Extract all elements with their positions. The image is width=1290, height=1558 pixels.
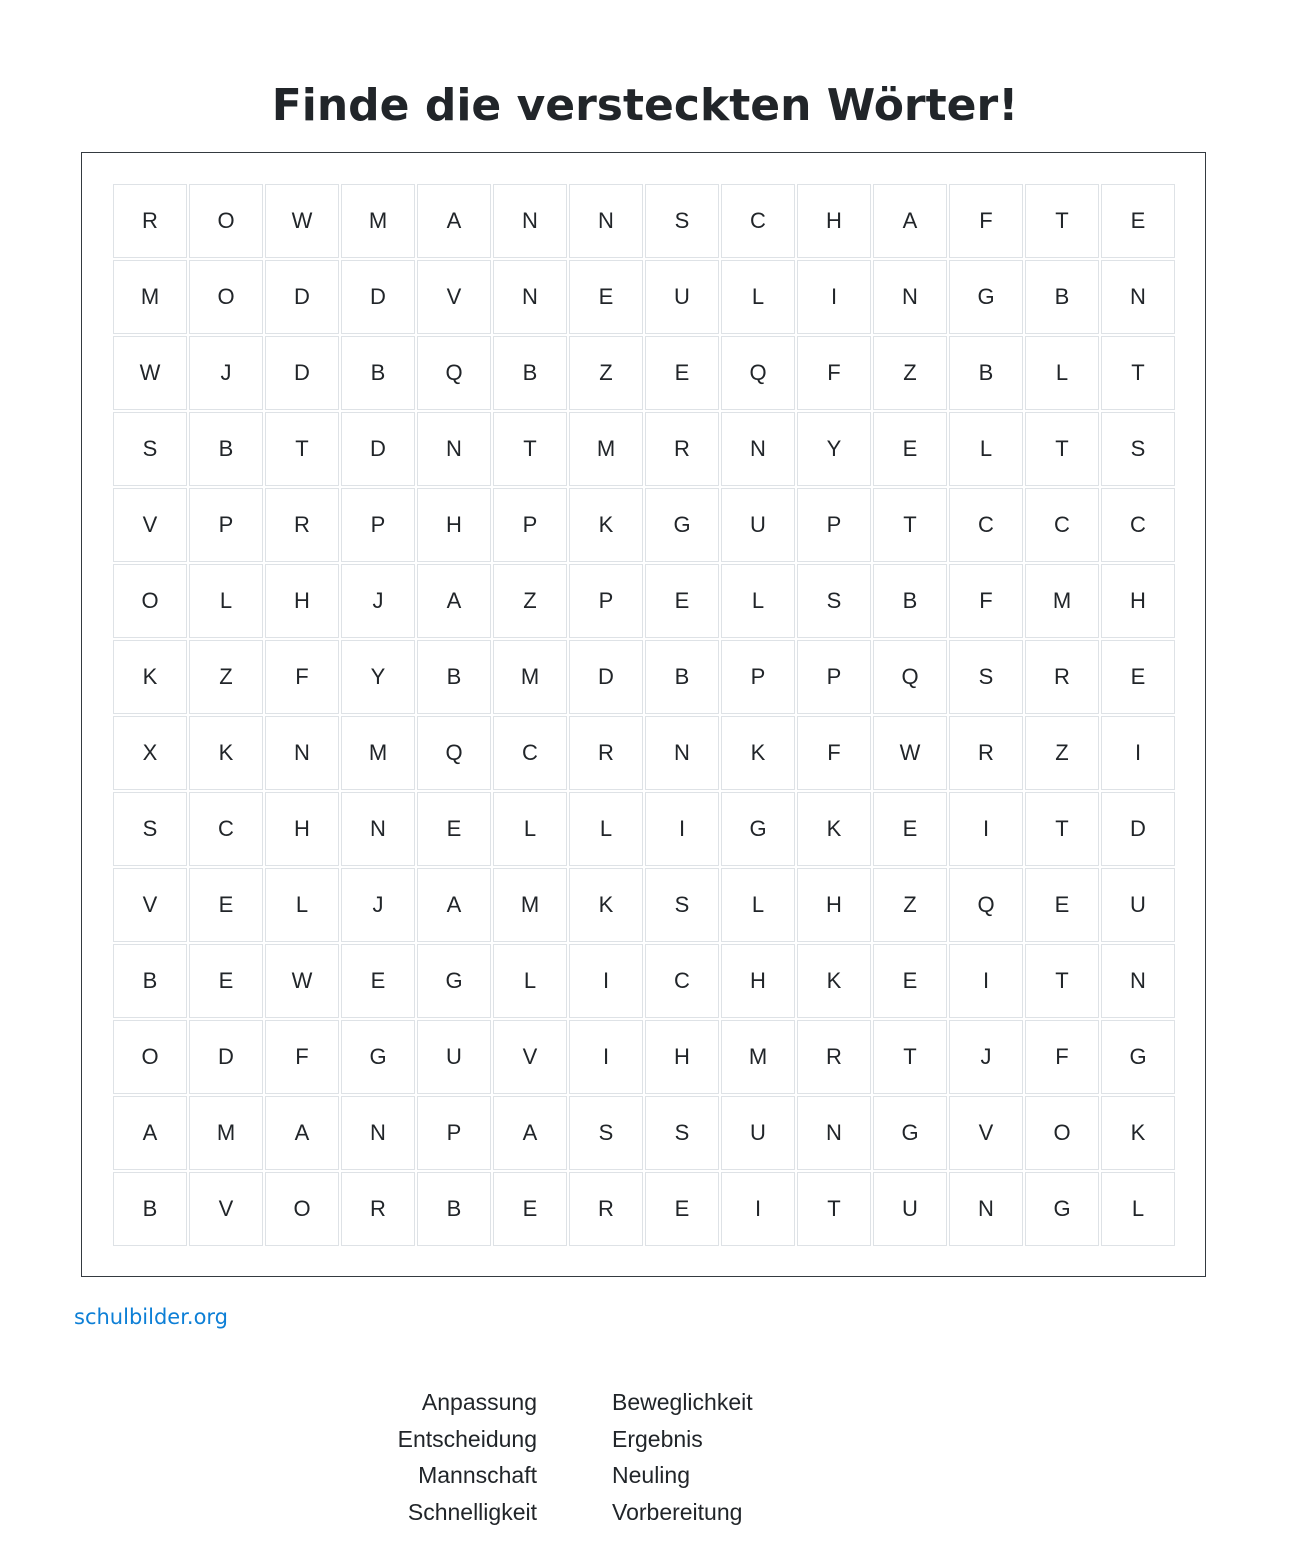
grid-cell[interactable]: I: [721, 1172, 795, 1246]
grid-cell[interactable]: S: [113, 412, 187, 486]
word-list-item: Schnelligkeit: [407, 1498, 537, 1525]
grid-cell[interactable]: G: [873, 1096, 947, 1170]
grid-cell[interactable]: E: [493, 1172, 567, 1246]
grid-cell[interactable]: G: [1025, 1172, 1099, 1246]
grid-cell[interactable]: B: [873, 564, 947, 638]
grid-cell[interactable]: T: [1025, 184, 1099, 258]
grid-cell[interactable]: X: [113, 716, 187, 790]
grid-cell[interactable]: A: [493, 1096, 567, 1170]
grid-cell[interactable]: P: [417, 1096, 491, 1170]
page-title: Finde die versteckten Wörter!: [271, 80, 1019, 131]
grid-cell[interactable]: M: [1025, 564, 1099, 638]
word-list-left-column: [398, 1384, 537, 1530]
grid-cell[interactable]: H: [797, 868, 871, 942]
grid-cell[interactable]: B: [417, 640, 491, 714]
grid-cell[interactable]: Z: [873, 336, 947, 410]
grid-cell[interactable]: V: [493, 1020, 567, 1094]
grid-cell[interactable]: J: [341, 868, 415, 942]
grid-cell[interactable]: F: [797, 716, 871, 790]
grid-cell[interactable]: D: [189, 1020, 263, 1094]
grid-cell[interactable]: K: [797, 792, 871, 866]
grid-cell[interactable]: A: [417, 184, 491, 258]
grid-cell[interactable]: R: [645, 412, 719, 486]
grid-cell[interactable]: V: [417, 260, 491, 334]
grid-cell[interactable]: M: [341, 716, 415, 790]
grid-cell[interactable]: L: [265, 868, 339, 942]
grid-cell[interactable]: M: [189, 1096, 263, 1170]
grid-cell[interactable]: N: [949, 1172, 1023, 1246]
grid-cell[interactable]: S: [113, 792, 187, 866]
grid-cell[interactable]: C: [1101, 488, 1175, 562]
grid-cell[interactable]: W: [265, 184, 339, 258]
grid-cell[interactable]: H: [417, 488, 491, 562]
grid-cell[interactable]: U: [721, 1096, 795, 1170]
grid-cell[interactable]: B: [417, 1172, 491, 1246]
grid-cell[interactable]: D: [341, 260, 415, 334]
word-list-item: Entscheidung: [397, 1425, 537, 1452]
grid-cell[interactable]: A: [417, 868, 491, 942]
grid-cell[interactable]: N: [493, 260, 567, 334]
grid-cell[interactable]: Q: [873, 640, 947, 714]
grid-cell[interactable]: M: [569, 412, 643, 486]
grid-cell[interactable]: J: [949, 1020, 1023, 1094]
grid-cell[interactable]: I: [569, 1020, 643, 1094]
grid-cell[interactable]: B: [113, 1172, 187, 1246]
grid-cell[interactable]: U: [417, 1020, 491, 1094]
grid-cell[interactable]: R: [1025, 640, 1099, 714]
grid-cell[interactable]: K: [721, 716, 795, 790]
grid-cell[interactable]: L: [493, 792, 567, 866]
grid-cell[interactable]: E: [1101, 184, 1175, 258]
grid-cell[interactable]: Z: [873, 868, 947, 942]
grid-cell[interactable]: K: [113, 640, 187, 714]
grid-cell[interactable]: R: [569, 1172, 643, 1246]
grid-cell[interactable]: E: [189, 868, 263, 942]
grid-cell[interactable]: V: [189, 1172, 263, 1246]
grid-cell[interactable]: E: [645, 564, 719, 638]
grid-cell[interactable]: E: [189, 944, 263, 1018]
grid-cell[interactable]: B: [113, 944, 187, 1018]
grid-cell[interactable]: O: [113, 1020, 187, 1094]
grid-cell[interactable]: S: [949, 640, 1023, 714]
grid-cell[interactable]: L: [721, 260, 795, 334]
grid-cell[interactable]: B: [493, 336, 567, 410]
grid-cell[interactable]: G: [341, 1020, 415, 1094]
grid-cell[interactable]: U: [645, 260, 719, 334]
grid-cell[interactable]: L: [189, 564, 263, 638]
grid-cell[interactable]: S: [797, 564, 871, 638]
grid-cell[interactable]: N: [645, 716, 719, 790]
grid-cell[interactable]: K: [569, 488, 643, 562]
grid-cell[interactable]: N: [569, 184, 643, 258]
site-link[interactable]: schulbilder.org: [74, 1305, 229, 1329]
word-list-item: Anpassung: [421, 1389, 537, 1415]
grid-cell[interactable]: N: [265, 716, 339, 790]
grid-cell[interactable]: G: [721, 792, 795, 866]
grid-cell[interactable]: P: [721, 640, 795, 714]
grid-cell[interactable]: O: [265, 1172, 339, 1246]
grid-cell[interactable]: N: [797, 1096, 871, 1170]
grid-cell[interactable]: H: [1101, 564, 1175, 638]
grid-cell[interactable]: R: [265, 488, 339, 562]
grid-cell[interactable]: Z: [1025, 716, 1099, 790]
word-list-item: Beweglichkeit: [612, 1389, 753, 1415]
grid-cell[interactable]: Y: [797, 412, 871, 486]
grid-cell[interactable]: E: [873, 792, 947, 866]
grid-cell[interactable]: T: [1025, 792, 1099, 866]
grid-cell[interactable]: V: [949, 1096, 1023, 1170]
grid-cell[interactable]: F: [265, 640, 339, 714]
grid-cell[interactable]: K: [1101, 1096, 1175, 1170]
grid-cell[interactable]: D: [265, 336, 339, 410]
grid-cell[interactable]: I: [1101, 716, 1175, 790]
grid-cell[interactable]: Q: [417, 716, 491, 790]
grid-cell[interactable]: V: [113, 488, 187, 562]
grid-cell[interactable]: G: [1101, 1020, 1175, 1094]
grid-cell[interactable]: I: [949, 792, 1023, 866]
grid-cell[interactable]: C: [1025, 488, 1099, 562]
grid-cell[interactable]: I: [569, 944, 643, 1018]
grid-cell[interactable]: E: [1025, 868, 1099, 942]
grid-cell[interactable]: R: [569, 716, 643, 790]
grid-cell[interactable]: H: [797, 184, 871, 258]
grid-cell[interactable]: D: [1101, 792, 1175, 866]
grid-cell[interactable]: H: [645, 1020, 719, 1094]
grid-cell[interactable]: Q: [949, 868, 1023, 942]
grid-cell[interactable]: G: [417, 944, 491, 1018]
grid-cell[interactable]: G: [645, 488, 719, 562]
grid-cell[interactable]: P: [493, 488, 567, 562]
grid-cell[interactable]: T: [1025, 944, 1099, 1018]
grid-cell[interactable]: T: [493, 412, 567, 486]
grid-cell[interactable]: N: [1101, 260, 1175, 334]
grid-cell[interactable]: Y: [341, 640, 415, 714]
grid-cell[interactable]: J: [189, 336, 263, 410]
grid-cell[interactable]: T: [265, 412, 339, 486]
grid-cell[interactable]: B: [189, 412, 263, 486]
grid-cell[interactable]: H: [265, 792, 339, 866]
grid-cell[interactable]: D: [569, 640, 643, 714]
grid-cell[interactable]: R: [341, 1172, 415, 1246]
grid-cell[interactable]: L: [949, 412, 1023, 486]
grid-cell[interactable]: A: [417, 564, 491, 638]
grid-cell[interactable]: D: [265, 260, 339, 334]
grid-cell[interactable]: F: [949, 564, 1023, 638]
grid-cell[interactable]: T: [873, 1020, 947, 1094]
grid-cell[interactable]: K: [189, 716, 263, 790]
grid-cell[interactable]: C: [189, 792, 263, 866]
grid-cell[interactable]: W: [873, 716, 947, 790]
grid-cell[interactable]: M: [493, 868, 567, 942]
grid-cell[interactable]: Q: [417, 336, 491, 410]
grid-cell[interactable]: C: [949, 488, 1023, 562]
grid-cell[interactable]: Z: [569, 336, 643, 410]
grid-cell[interactable]: L: [493, 944, 567, 1018]
grid-cell[interactable]: M: [113, 260, 187, 334]
grid-cell[interactable]: Q: [721, 336, 795, 410]
grid-cell[interactable]: R: [949, 716, 1023, 790]
grid-cell[interactable]: K: [797, 944, 871, 1018]
grid-cell[interactable]: O: [1025, 1096, 1099, 1170]
grid-cell[interactable]: V: [113, 868, 187, 942]
grid-cell[interactable]: T: [1101, 336, 1175, 410]
grid-cell[interactable]: S: [569, 1096, 643, 1170]
word-list-item: Neuling: [612, 1462, 690, 1488]
grid-cell[interactable]: P: [341, 488, 415, 562]
grid-cell[interactable]: N: [1101, 944, 1175, 1018]
word-list-right-column: [612, 1384, 753, 1530]
grid-cell[interactable]: P: [189, 488, 263, 562]
grid-cell[interactable]: L: [569, 792, 643, 866]
grid-cell[interactable]: E: [1101, 640, 1175, 714]
grid-cell[interactable]: M: [721, 1020, 795, 1094]
grid-cell[interactable]: O: [189, 184, 263, 258]
grid-cell[interactable]: E: [645, 336, 719, 410]
grid-cell[interactable]: W: [265, 944, 339, 1018]
grid-cell[interactable]: E: [569, 260, 643, 334]
grid-cell[interactable]: L: [721, 564, 795, 638]
grid-cell[interactable]: P: [797, 488, 871, 562]
grid-cell[interactable]: F: [797, 336, 871, 410]
grid-cell[interactable]: H: [265, 564, 339, 638]
grid-cell[interactable]: S: [1101, 412, 1175, 486]
grid-cell[interactable]: M: [341, 184, 415, 258]
grid-cell[interactable]: A: [873, 184, 947, 258]
grid-cell[interactable]: P: [797, 640, 871, 714]
grid-cell[interactable]: A: [265, 1096, 339, 1170]
grid-cell[interactable]: J: [341, 564, 415, 638]
grid-cell[interactable]: D: [341, 412, 415, 486]
word-list-item: Vorbereitung: [612, 1498, 743, 1525]
grid-cell[interactable]: H: [721, 944, 795, 1018]
grid-cell[interactable]: Z: [189, 640, 263, 714]
grid-cell[interactable]: R: [797, 1020, 871, 1094]
grid-cell[interactable]: N: [721, 412, 795, 486]
grid-cell[interactable]: S: [645, 1096, 719, 1170]
grid-cell[interactable]: C: [645, 944, 719, 1018]
word-search-grid: [113, 184, 1175, 1246]
grid-cell[interactable]: M: [493, 640, 567, 714]
grid-cell[interactable]: N: [341, 1096, 415, 1170]
grid-cell[interactable]: B: [645, 640, 719, 714]
grid-cell[interactable]: T: [797, 1172, 871, 1246]
grid-cell[interactable]: N: [417, 412, 491, 486]
grid-cell[interactable]: F: [265, 1020, 339, 1094]
grid-cell[interactable]: L: [721, 868, 795, 942]
grid-cell[interactable]: F: [1025, 1020, 1099, 1094]
grid-cell[interactable]: E: [645, 1172, 719, 1246]
grid-cell[interactable]: S: [645, 868, 719, 942]
grid-cell[interactable]: E: [341, 944, 415, 1018]
grid-cell[interactable]: K: [569, 868, 643, 942]
grid-cell[interactable]: A: [113, 1096, 187, 1170]
grid-cell[interactable]: B: [1025, 260, 1099, 334]
grid-cell[interactable]: U: [873, 1172, 947, 1246]
grid-cell[interactable]: O: [189, 260, 263, 334]
grid-cell[interactable]: P: [569, 564, 643, 638]
grid-cell[interactable]: C: [721, 184, 795, 258]
grid-cell[interactable]: T: [1025, 412, 1099, 486]
grid-cell[interactable]: T: [873, 488, 947, 562]
grid-cell[interactable]: B: [949, 336, 1023, 410]
grid-cell[interactable]: I: [645, 792, 719, 866]
grid-cell[interactable]: E: [873, 944, 947, 1018]
grid-cell[interactable]: E: [873, 412, 947, 486]
grid-cell[interactable]: I: [797, 260, 871, 334]
grid-cell[interactable]: L: [1025, 336, 1099, 410]
grid-cell[interactable]: U: [721, 488, 795, 562]
grid-cell[interactable]: E: [417, 792, 491, 866]
grid-cell[interactable]: C: [493, 716, 567, 790]
grid-cell[interactable]: F: [949, 184, 1023, 258]
grid-cell[interactable]: U: [1101, 868, 1175, 942]
grid-cell[interactable]: B: [341, 336, 415, 410]
word-search-frame: [81, 152, 1206, 1277]
grid-cell[interactable]: G: [949, 260, 1023, 334]
grid-cell[interactable]: R: [113, 184, 187, 258]
grid-cell[interactable]: Z: [493, 564, 567, 638]
grid-cell[interactable]: N: [493, 184, 567, 258]
grid-cell[interactable]: N: [341, 792, 415, 866]
grid-cell[interactable]: N: [873, 260, 947, 334]
word-list-item: Mannschaft: [418, 1462, 537, 1488]
grid-cell[interactable]: I: [949, 944, 1023, 1018]
grid-cell[interactable]: S: [645, 184, 719, 258]
grid-cell[interactable]: L: [1101, 1172, 1175, 1246]
word-list-item: Ergebnis: [612, 1425, 703, 1452]
grid-cell[interactable]: W: [113, 336, 187, 410]
grid-cell[interactable]: O: [113, 564, 187, 638]
